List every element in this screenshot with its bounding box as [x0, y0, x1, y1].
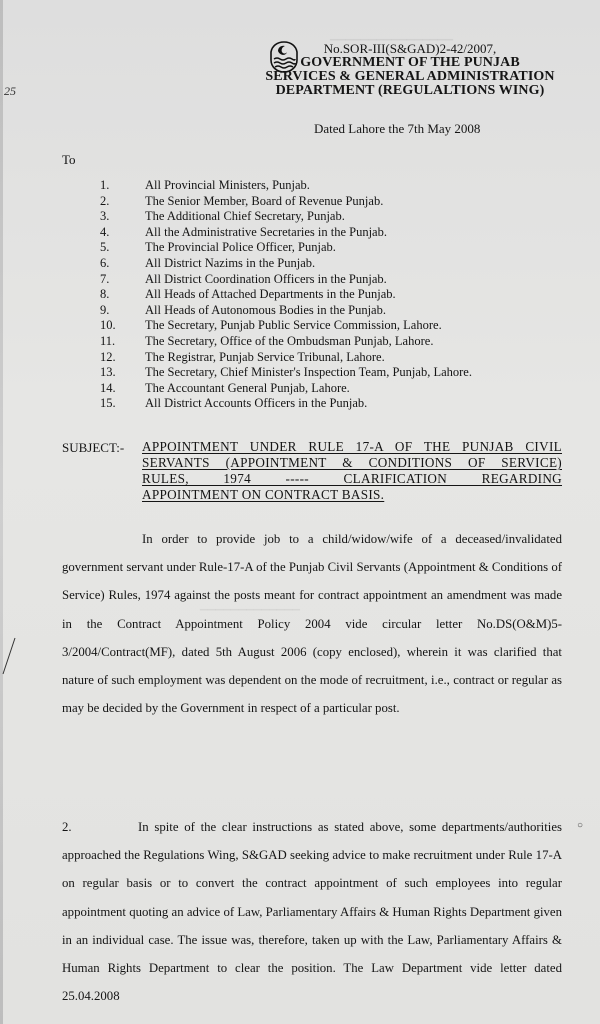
recipient-number: 14.: [100, 380, 116, 395]
bleed-through: ▁▁▁▁▁▁▁▁▁▁▁▁▁▁▁▁: [330, 30, 454, 41]
recipient-item: [100, 365, 472, 381]
recipient-text: The Additional Chief Secretary, Punjab.: [145, 209, 345, 224]
subject-text: [142, 439, 562, 503]
recipient-text: The Secretary, Chief Minister's Inspection Team, Punjab, Lahore.: [145, 365, 472, 380]
letterhead-line-2: SERVICES & GENERAL ADMINISTRATION: [265, 69, 555, 84]
punch-hole-mark: ○: [577, 820, 584, 831]
recipient-item: [100, 194, 472, 210]
recipient-item: [100, 256, 472, 272]
recipient-number: 7.: [100, 271, 110, 286]
recipient-number: 10.: [100, 318, 116, 333]
letter-date: Dated Lahore the 7th May 2008: [314, 121, 481, 136]
recipient-item: [100, 303, 472, 319]
recipient-number: 15.: [100, 396, 116, 411]
recipient-text: All District Coordination Officers in the Punjab.: [145, 271, 387, 286]
recipient-text: All Heads of Autonomous Bodies in the Punjab.: [145, 302, 386, 317]
letterhead: [250, 42, 570, 98]
recipient-number: 12.: [100, 349, 116, 364]
page-edge-shadow: [0, 0, 3, 1024]
subject-line: SERVANTS (APPOINTMENT & CONDITIONS OF SERVICE): [142, 455, 562, 470]
recipient-text: The Provincial Police Officer, Punjab.: [145, 240, 336, 255]
recipient-number: 1.: [100, 178, 110, 192]
recipient-item: [100, 381, 472, 397]
recipient-item: [100, 272, 472, 288]
recipient-item: [100, 287, 472, 303]
recipient-item: [100, 350, 472, 366]
recipient-list: [100, 178, 472, 412]
paragraph-2-text: In spite of the clear instructions as stated above, some departments/authorities approached the Regulations Wing, S&GAD seeking advice to make recruitment under Rule 17-A on regular basis or to convert the contract appointment of such employees into regular appointment quoting an advice of Law, Parliamentary Affairs & Human Rights Department given in an individual case. The issue was, therefore, taken up with the Law, Parliamentary Affairs & Human Rights Department to clear the position. The Law Department vide letter dated 25.04.2008: [62, 820, 562, 1004]
recipient-number: 8.: [100, 287, 110, 302]
to-label: To: [62, 152, 76, 167]
recipient-text: The Secretary, Office of the Ombudsman Punjab, Lahore.: [145, 333, 434, 348]
subject-label: SUBJECT:-: [62, 440, 125, 455]
recipient-text: All District Accounts Officers in the Punjab.: [145, 396, 368, 411]
recipient-item: [100, 334, 472, 350]
recipient-number: 13.: [100, 365, 116, 380]
recipient-number: 5.: [100, 240, 110, 255]
recipient-text: The Registrar, Punjab Service Tribunal, Lahore.: [145, 349, 385, 364]
reference-number: No.SOR-III(S&GAD)2-42/2007,: [323, 41, 497, 56]
recipient-text: The Senior Member, Board of Revenue Punjab.: [145, 193, 384, 208]
recipient-item: [100, 396, 472, 412]
subject-line: APPOINTMENT UNDER RULE 17-A OF THE PUNJAB CIVIL: [142, 439, 562, 454]
recipient-item: [100, 178, 472, 194]
recipient-number: 3.: [100, 209, 110, 224]
recipient-number: 9.: [100, 302, 110, 317]
subject-line: RULES, 1974 ----- CLARIFICATION REGARDING: [142, 471, 562, 486]
subject-line: APPOINTMENT ON CONTRACT BASIS.: [142, 487, 385, 502]
recipient-text: All the Administrative Secretaries in the Punjab.: [145, 224, 387, 239]
bleed-through: ▁▁▁▁▁▁▁▁▁▁▁▁▁: [200, 600, 300, 611]
recipient-text: All District Nazims in the Punjab.: [145, 255, 316, 270]
recipient-number: 4.: [100, 224, 110, 239]
paragraph-2: [62, 813, 562, 1010]
letterhead-line-3: DEPARTMENT (REGULALTIONS WING): [275, 83, 545, 98]
recipient-number: 6.: [100, 255, 110, 270]
letterhead-line-1: GOVERNMENT OF THE PUNJAB: [300, 55, 520, 70]
paragraph-2-number: 2.: [62, 820, 72, 834]
recipient-text: The Accountant General Punjab, Lahore.: [145, 380, 350, 395]
recipient-item: [100, 209, 472, 225]
recipient-text: All Heads of Attached Departments in the Punjab.: [145, 287, 396, 302]
recipient-item: [100, 318, 472, 334]
margin-pen-stroke: [0, 636, 18, 676]
recipient-text: All Provincial Ministers, Punjab.: [145, 178, 310, 192]
recipient-text: The Secretary, Punjab Public Service Commission, Lahore.: [145, 318, 442, 333]
recipient-item: [100, 225, 472, 241]
recipient-item: [100, 240, 472, 256]
handwritten-margin-note: 25: [4, 84, 16, 98]
recipient-number: 2.: [100, 193, 110, 208]
paragraph-1: In order to provide job to a child/widow/wife of a deceased/invalidated government servant under Rule-17-A of the Punjab Civil Servants (Appointment & Conditions of Service) Rules, 1974 against the posts meant for contract appointment an amendment was made in the Contract Appointment Policy 2004 vide circular letter No.DS(O&M)5-3/2004/Contract(MF), dated 5th August 2006 (copy enclosed), wherein it was clarified that nature of such employment was dependent on the mode of recruitment, i.e., contract or regular as may be decided by the Government in respect of a particular post.: [62, 532, 562, 716]
recipient-number: 11.: [100, 333, 116, 348]
